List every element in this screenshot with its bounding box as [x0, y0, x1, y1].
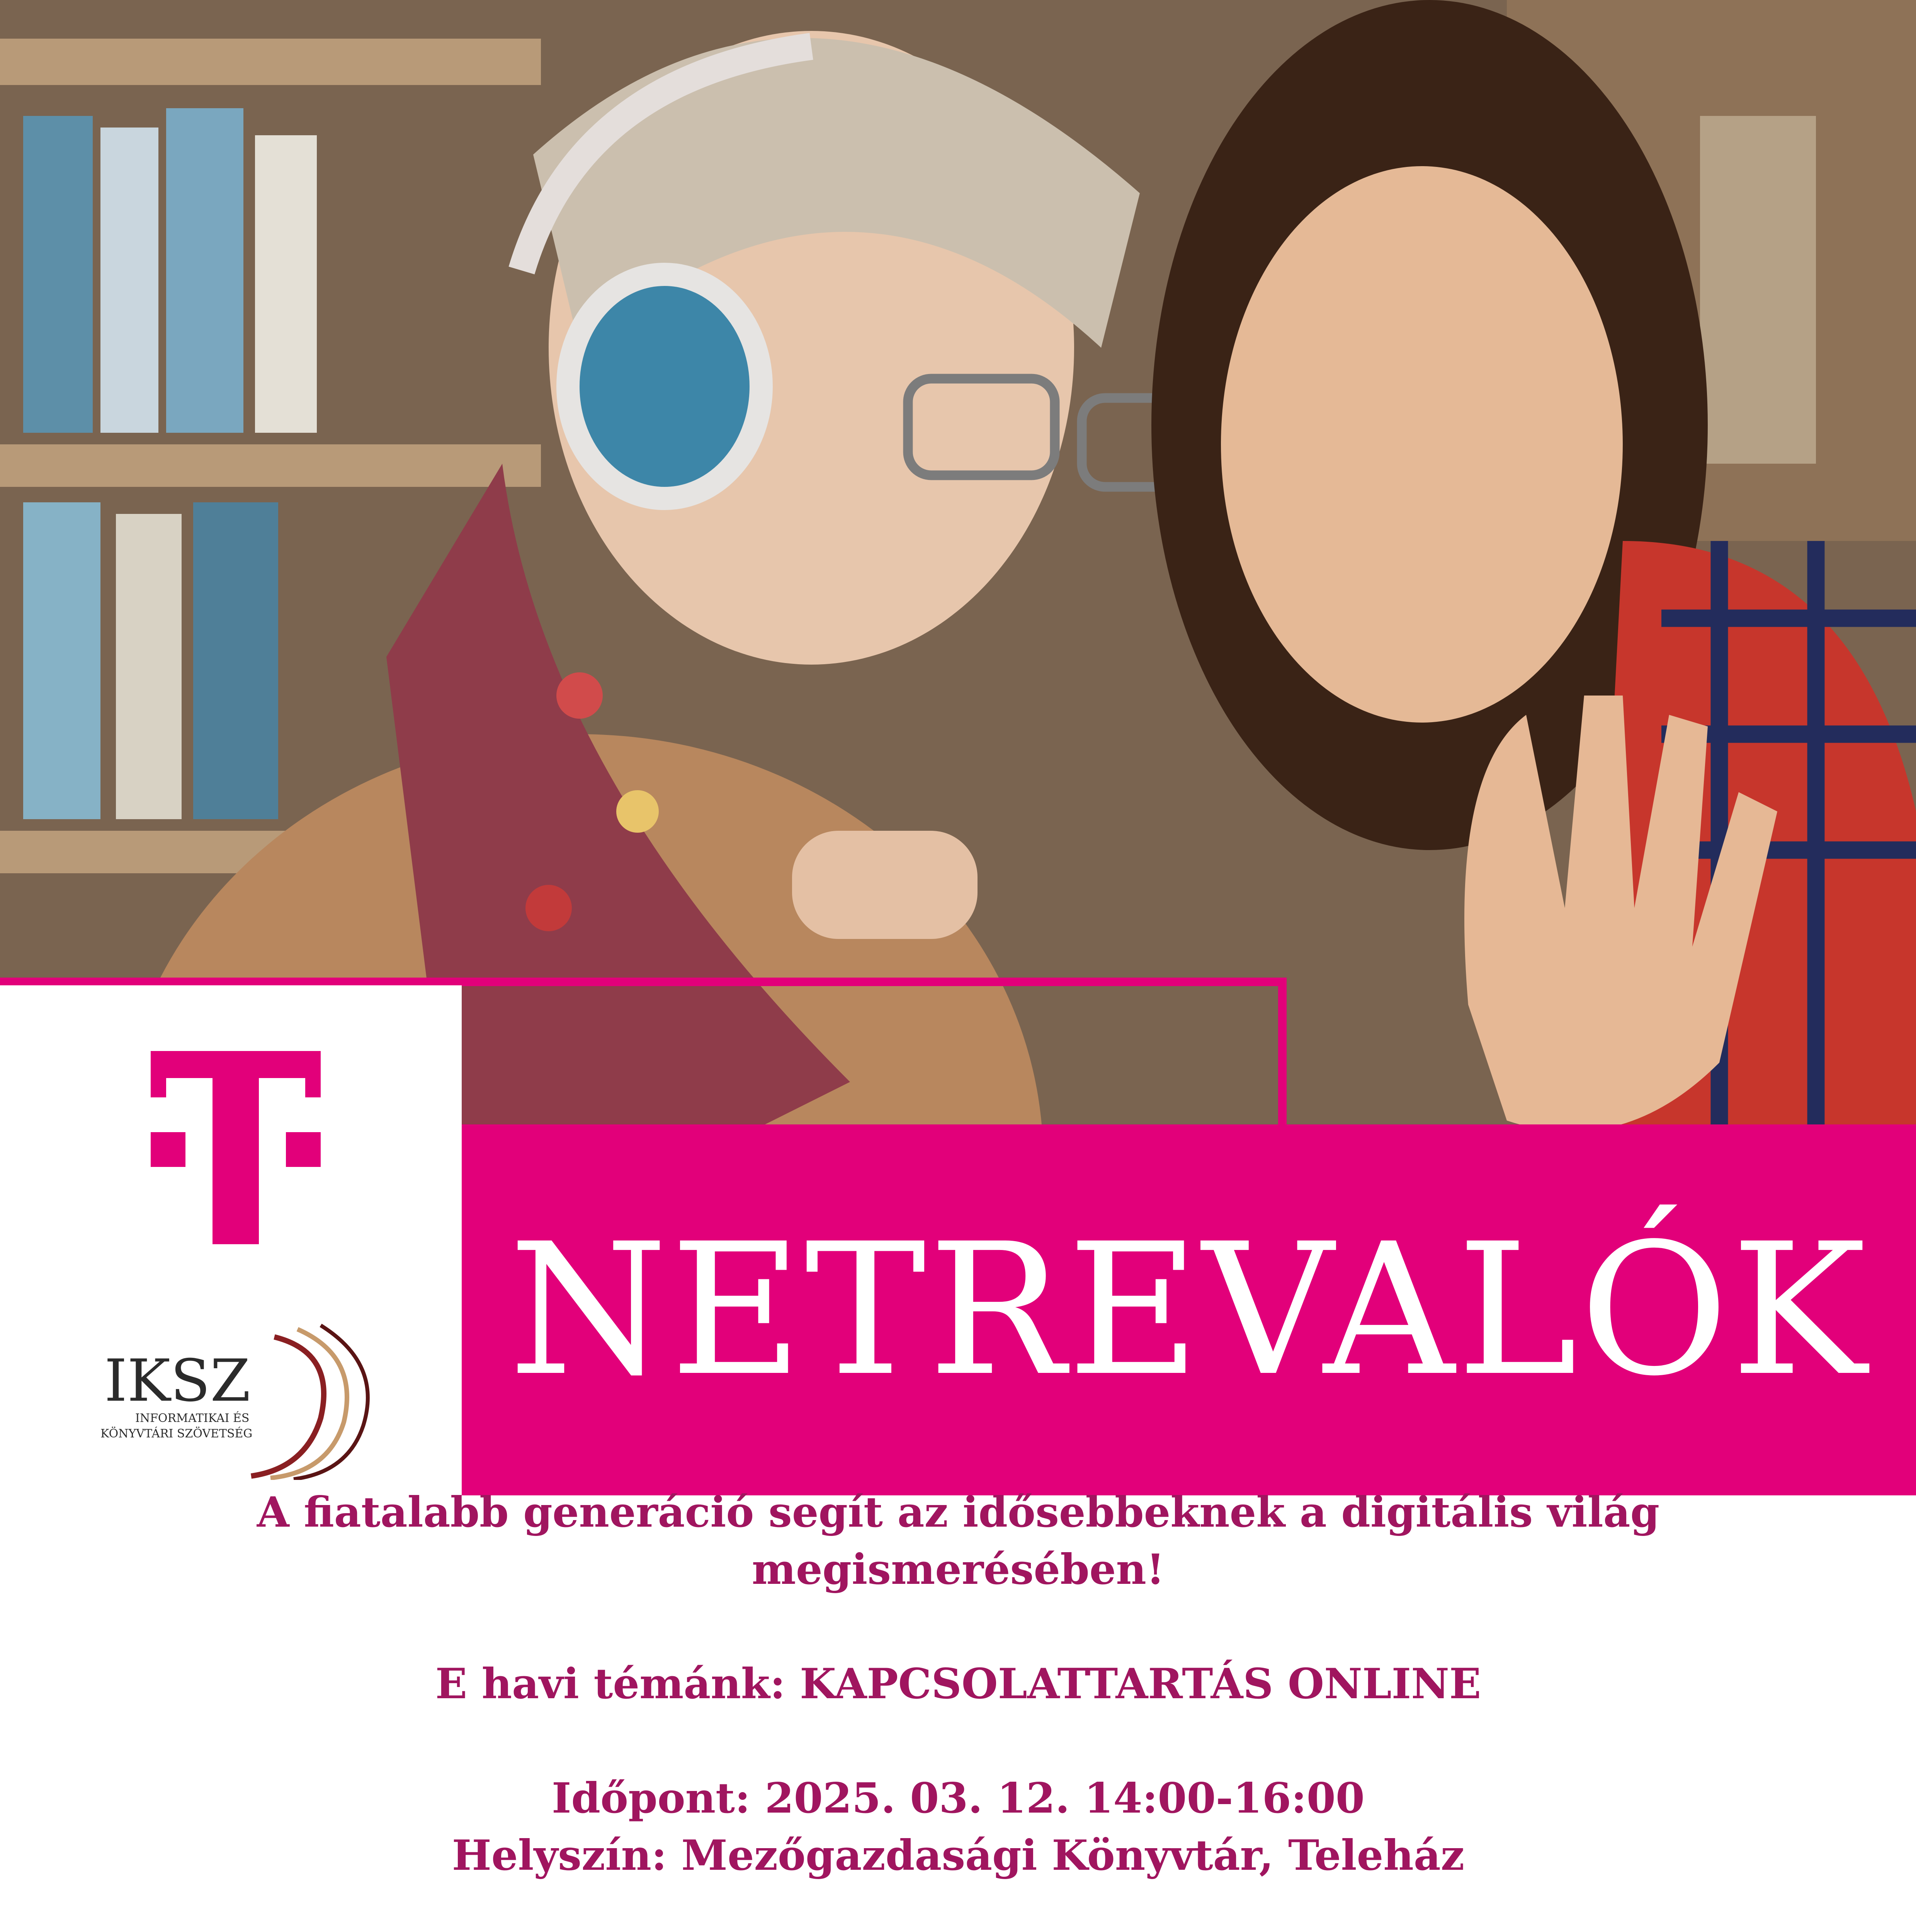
- title-banner: [462, 1124, 1916, 1495]
- iksz-name: IKSZ: [104, 1347, 251, 1415]
- place-line: Helyszín: Mezőgazdasági Könyvtár, Teleház: [452, 1831, 1465, 1880]
- iksz-subtitle-1: INFORMATIKAI ÉS: [135, 1412, 250, 1425]
- telekom-t-logo-icon: [151, 1051, 321, 1244]
- event-description: [77, 1484, 1839, 1932]
- intro-line-2: megismerésében!: [751, 1545, 1165, 1594]
- page-title: NETREVALÓK: [508, 1204, 1869, 1416]
- iksz-logo-icon: [89, 1321, 383, 1480]
- iksz-subtitle-2: KÖNYVTÁRI SZÖVETSÉG: [100, 1427, 253, 1440]
- intro-line-1: A fiatalabb generáció segít az idősebbeknek a digitális világ: [257, 1488, 1660, 1537]
- topic-line: E havi témánk: KAPCSOLATTARTÁS ONLINE: [435, 1660, 1481, 1708]
- time-line: Időpont: 2025. 03. 12. 14:00-16:00: [552, 1774, 1365, 1823]
